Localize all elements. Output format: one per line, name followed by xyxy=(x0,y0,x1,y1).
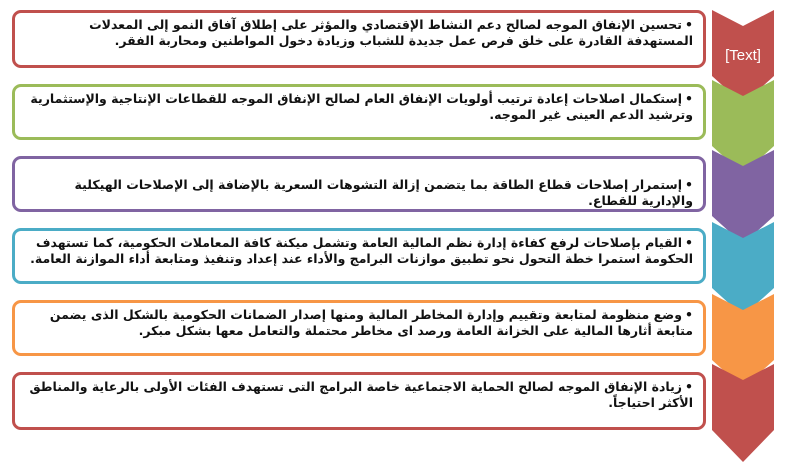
step-text-6: زيادة الإنفاق الموجه لصالح الحماية الاجتماعية خاصة البرامج التى تستهدف الفئات الأولى بالرعاية والمناطق الأكثر احتياجاً. xyxy=(29,379,693,410)
step-text-2: إستكمال اصلاحات إعادة ترتيب أولويات الإنفاق العام لصالح الإنفاق الموجه للقطاعات الإنتاجية والإستثمارية وترشيد الدعم العينى غير الموجه. xyxy=(30,91,693,122)
step-text-5: وضع منظومة لمتابعة وتقييم وإدارة المخاطر المالية ومنها إصدار الضمانات الحكومية بالشكل الذى يضمن متابعة أثارها المالية على الخزانة العامة ورصد اى مخاطر محتملة والتعامل معها بشكل مبكر. xyxy=(49,307,693,338)
step-box-4 xyxy=(12,228,706,284)
step-text-1: تحسين الإنفاق الموجه لصالح دعم النشاط الإقتصادي والمؤثر على إطلاق آفاق النمو إلى المعدلات المستهدفة القادرة على خلق فرص عمل جديدة للشباب وزيادة دخول المواطنين ومحاربة الفقر. xyxy=(89,17,693,48)
bullet: • xyxy=(685,235,693,250)
bullet: • xyxy=(685,177,693,192)
step-box-6 xyxy=(12,372,706,430)
step-box-3 xyxy=(12,156,706,212)
bullet: • xyxy=(685,17,693,32)
side-label: [Text] xyxy=(725,46,761,64)
step-text-3: إستمرار إصلاحات قطاع الطاقة بما يتضمن إزالة التشوهات السعرية بالإضافة إلى الإصلاحات الهيكلية والإدارية للقطاع. xyxy=(74,177,693,208)
bullet: • xyxy=(685,91,693,106)
bullet: • xyxy=(685,379,693,394)
bullet: • xyxy=(685,307,693,322)
step-box-2 xyxy=(12,84,706,140)
step-box-5 xyxy=(12,300,706,356)
step-text-4: القيام بإصلاحات لرفع كفاءة إدارة نظم المالية العامة وتشمل ميكنة كافة المعاملات الحكومية، كما تستهدف الحكومة استمرا خطة التحول نحو تطبيق موازنات البرامج والأداء عند إعداد وتنفيذ ومتابعة أداء الموازنة العامة. xyxy=(30,235,693,266)
step-box-1 xyxy=(12,10,706,68)
